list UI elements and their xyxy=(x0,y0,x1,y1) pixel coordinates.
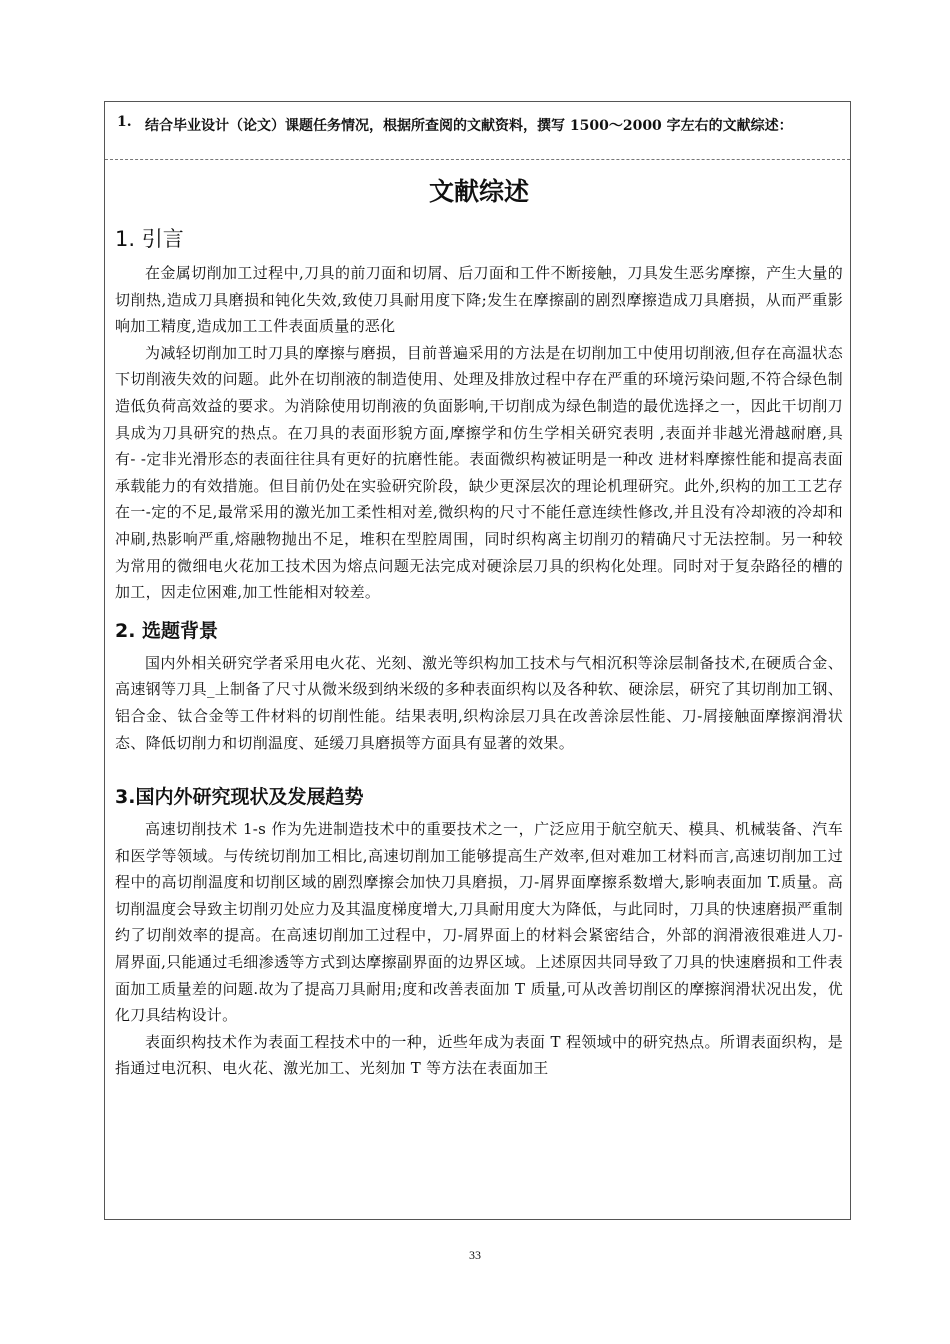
document-frame xyxy=(104,101,851,1220)
instruction-number: 1. xyxy=(117,114,132,130)
section-heading-background: 2. 选题背景 xyxy=(115,619,219,642)
instruction-row xyxy=(105,102,850,160)
paragraph: 表面织构技术作为表面工程技术中的一种，近些年成为表面 T 程领域中的研究热点。所谓表面织构，是指通过电沉积、电火花、激光加工、光刻加 T 等方法在表面加王 xyxy=(115,1032,843,1078)
section-heading-research-status: 3.国内外研究现状及发展趋势 xyxy=(115,786,364,809)
paragraph: 在金属切削加工过程中,刀具的前刀面和切屑、后刀面和工件不断接触，刀具发生恶劣摩擦，产生大量的切削热,造成刀具磨损和钝化失效,致使刀具耐用度下降;发生在摩擦副的剧烈摩擦造成刀具磨损，从而严重影响加工精度,造成加工工件表面质量的恶化 xyxy=(115,264,843,336)
page-number: 33 xyxy=(469,1248,481,1262)
section-heading-introduction: 1. 引言 xyxy=(115,227,184,251)
document-title: 文献综述 xyxy=(428,177,529,206)
paragraph: 为减轻切削加工时刀具的摩擦与磨损，目前普遍采用的方法是在切削加工中使用切削液,但存在高温状态下切削液失效的问题。此外在切削液的制造使用、处理及排放过程中存在严重的环境污染问题,不符合绿色制造低负荷高效益的要求。为消除使用切削液的负面影响,干切削成为绿色制造的最优选择之一，因此干切削刀具成为刀具研究的热点。在刀具的表面形貌方面,摩擦学和仿生学相关研究表明 ,表面并非越光滑越耐磨,具有- -定非光滑形态的表面往往具有更好的抗磨性能。表面微织构被证明是一种改 进材料摩擦性能和提高表面承载能力的有效措施。但目前仍处在实验研究阶段，缺少更深层次的理论机理研究。此外,织构的加工工艺存在一-定的不足,最常采用的激光加工柔性相对差,微织构的尺寸不能任意连续性修改,并且没有冷却液的冷却和冲刷,热影响严重,熔融物抛出不足，堆积在型腔周围，同时织构离主切削刃的精确尺寸无法控制。另一种较为常用的微细电火花加工技术因为熔点问题无法完成对硬涂层刀具的织构化处理。同时对于复杂路径的槽的加工，因走位困难,加工性能相对较差。 xyxy=(115,343,843,602)
paragraph: 国内外相关研究学者采用电火花、光刻、激光等织构加工技术与气相沉积等涂层制备技术,在硬质合金、高速钢等刀具_上制备了尺寸从微米级到纳米级的多种表面织构以及各种软、硬涂层，研究了其切削加工钢、铝合金、钛合金等工件材料的切削性能。结果表明,织构涂层刀具在改善涂层性能、刀-屑接触面摩擦润滑状态、降低切削力和切削温度、延缓刀具磨损等方面具有显著的效果。 xyxy=(115,653,843,752)
paragraph: 高速切削技术 1-s 作为先进制造技术中的重要技术之一，广泛应用于航空航天、模具、机械装备、汽车和医学等领域。与传统切削加工相比,高速切削加工能够提高生产效率,但对难加工材料而言,高速切削加工过程中的高切削温度和切削区域的剧烈摩擦会加快刀具磨损，刀-屑界面摩擦系数增大,影响表面加 T.质量。高切削温度会导致主切削刃处应力及其温度梯度增大,刀具耐用度大为降低，与此同时，刀具的快速磨损严重制约了切削效率的提高。在高速切削加工过程中，刀-屑界面上的材料会紧密结合，外部的润滑液很难进人刀-屑界面,只能通过毛细渗透等方式到达摩擦副界面的边界区域。上述原因共同导致了刀具的快速磨损和工件表面加工质量差的问题.故为了提高刀具耐用;度和改善表面加 T 质量,可从改善切削区的摩擦润滑状况出发，优化刀具结构设计。 xyxy=(115,820,843,1025)
instruction-text: 结合毕业设计（论文）课题任务情况，根据所查阅的文献资料，撰写 1500～2000 字左右的文献综述： xyxy=(145,118,793,134)
review-content xyxy=(115,164,843,1082)
